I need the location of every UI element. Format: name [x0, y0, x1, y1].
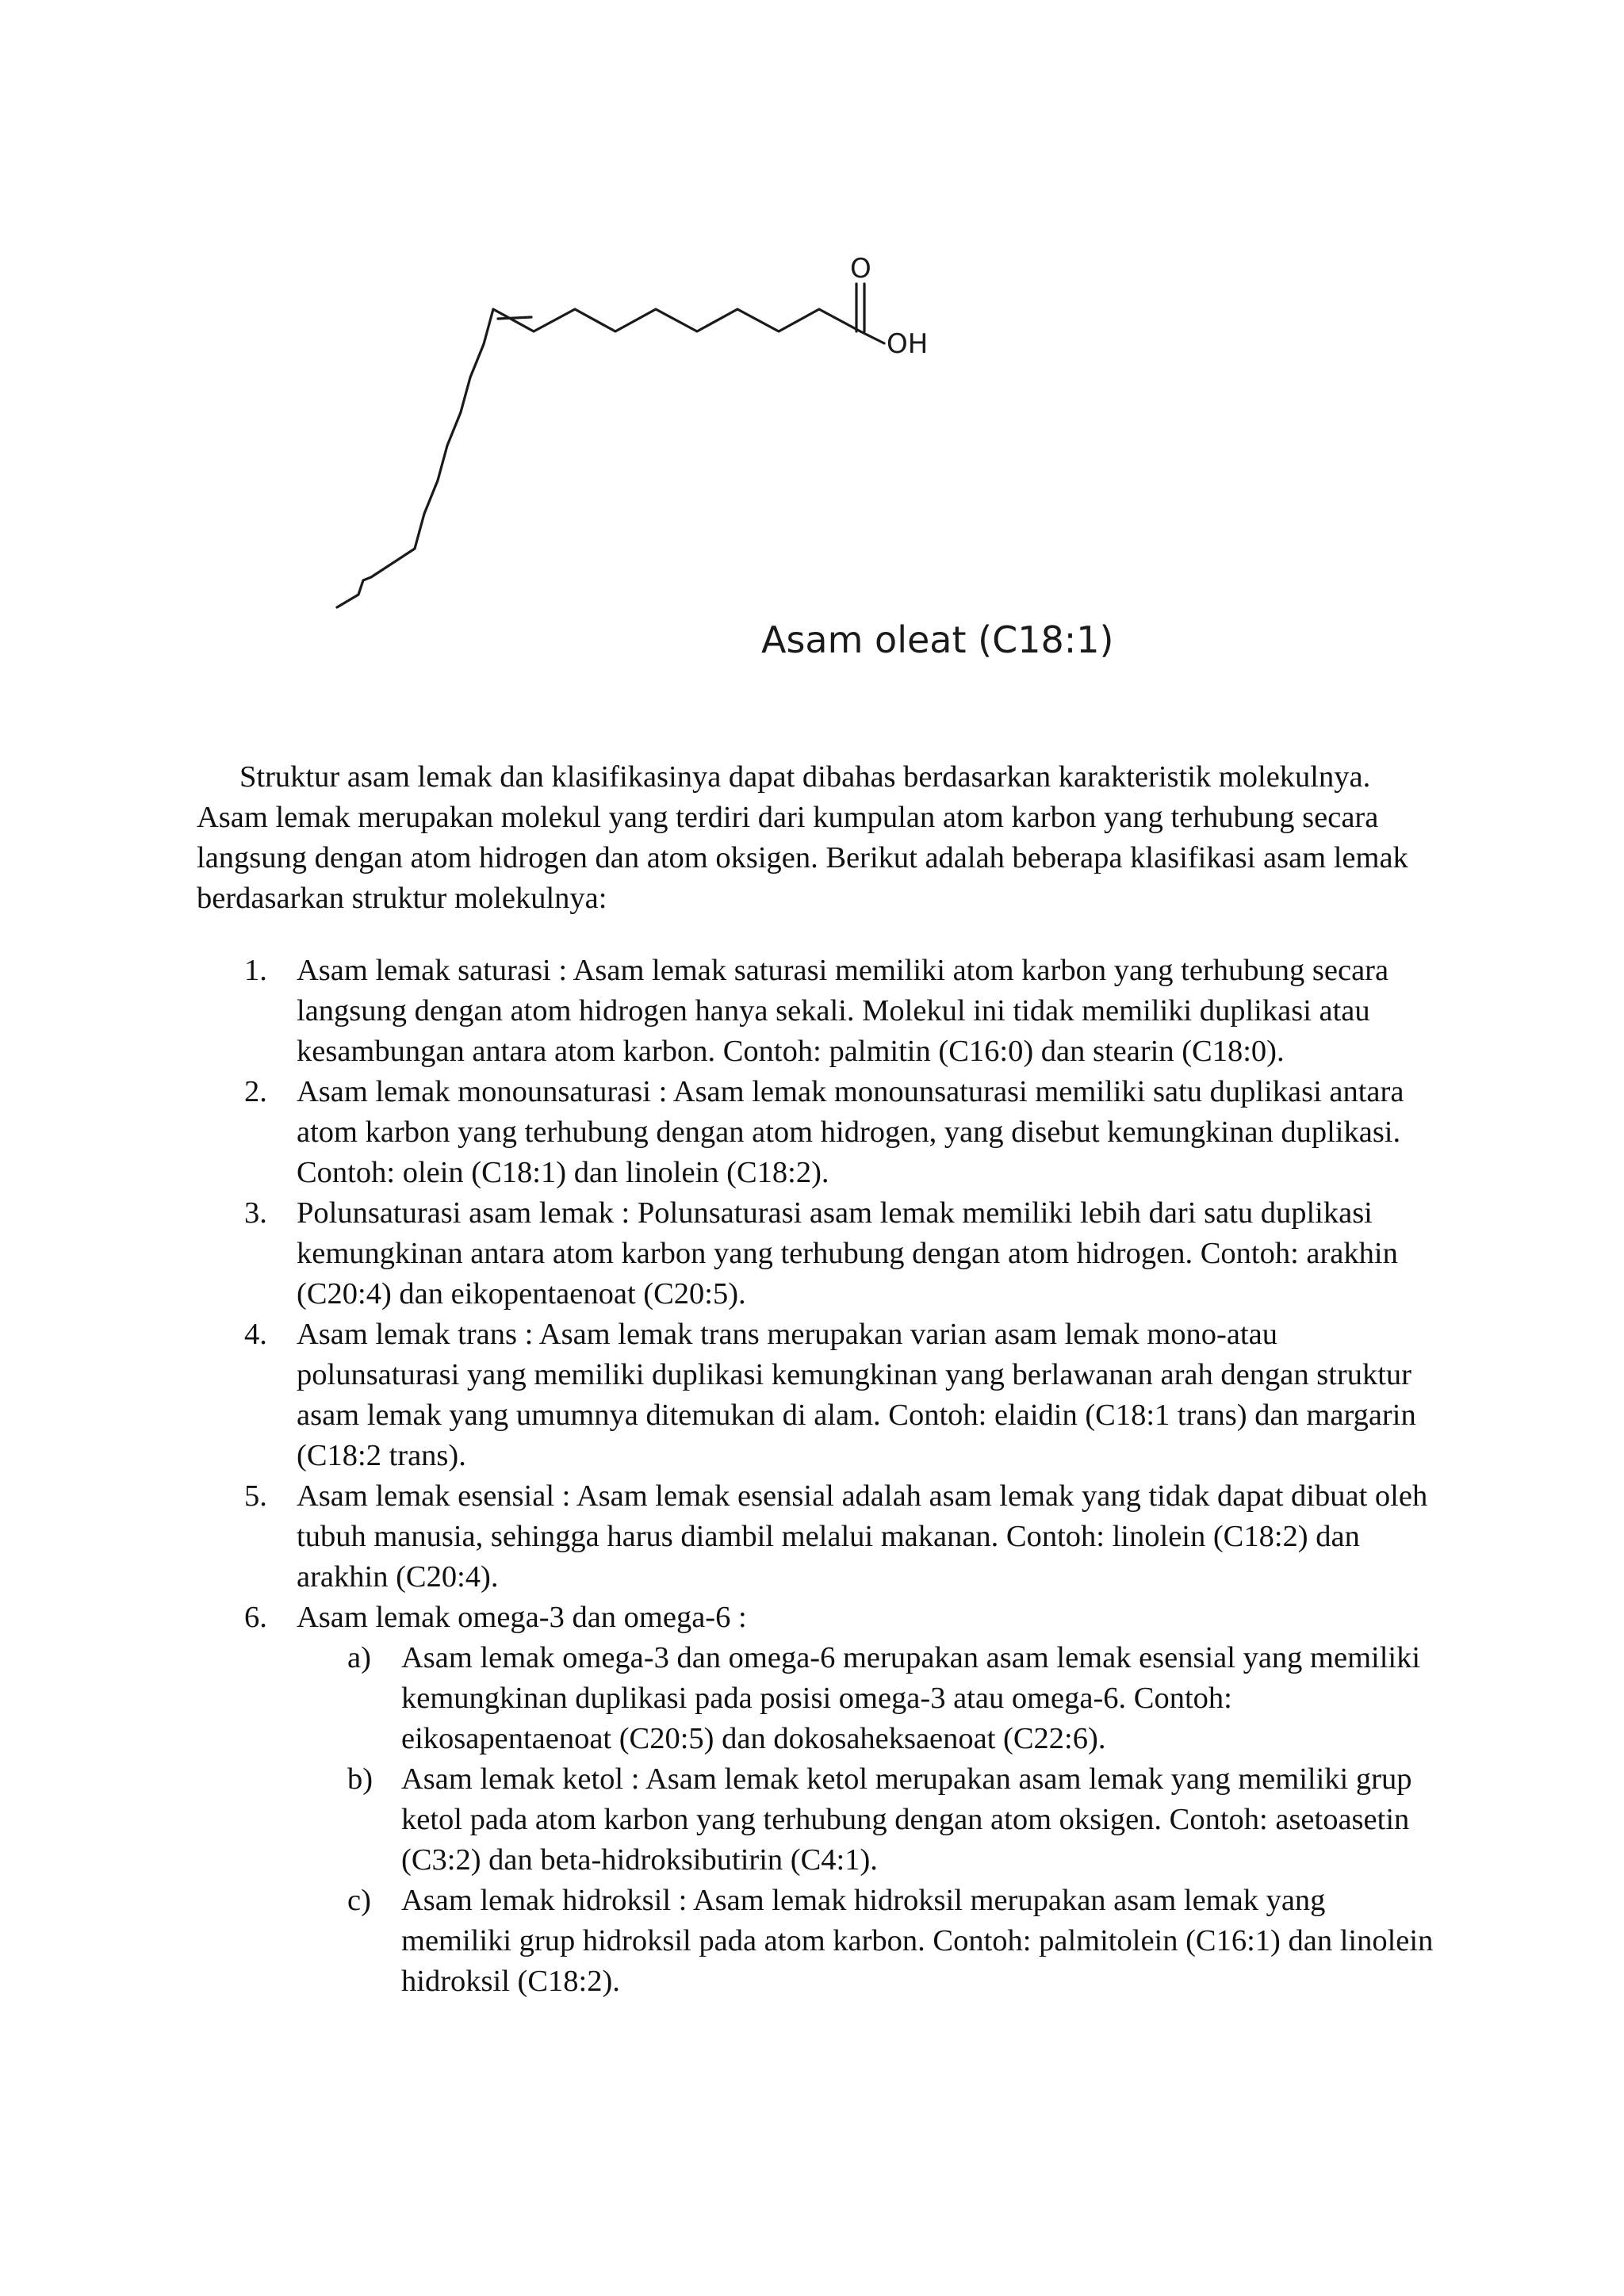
- sublist-letter: a): [347, 1641, 371, 1674]
- list-text: Asam lemak monounsaturasi : Asam lemak monounsaturasi memiliki satu duplikasi antara atom karbon yang terhubung dengan atom hidrogen, yang disebut kemungkinan duplikasi. Contoh: olein (C18:1) dan linolein (C18:2).: [297, 1075, 1404, 1189]
- list-text: Asam lemak omega-3 dan omega-6 :: [297, 1601, 747, 1634]
- carbon-chain-tail: [337, 309, 493, 607]
- figure-caption: Asam oleat (C18:1): [761, 618, 1114, 661]
- list-text: Asam lemak trans : Asam lemak trans merupakan varian asam lemak mono-atau polunsaturasi yang memiliki duplikasi kemungkinan yang berlawanan arah dengan struktur asam lemak yang umumnya ditemukan di alam. Contoh: elaidin (C18:1 trans) dan margarin (C18:2 trans).: [297, 1318, 1416, 1472]
- list-number: 3.: [244, 1196, 267, 1230]
- sublist-text: Asam lemak hidroksil : Asam lemak hidroksil merupakan asam lemak yang memiliki grup hidroksil pada atom karbon. Contoh: palmitolein (C16:1) dan linolein hidroksil (C18:2).: [401, 1884, 1434, 1998]
- list-number: 1.: [244, 954, 267, 987]
- sublist-item: [197, 1638, 1434, 1759]
- list-item: [197, 1476, 1434, 1598]
- sublist-text: Asam lemak omega-3 dan omega-6 merupakan asam lemak esensial yang memiliki kemungkinan duplikasi pada posisi omega-3 atau omega-6. Contoh: eikosapentaenoat (C20:5) dan dokosaheksaenoat (C22:6).: [401, 1641, 1421, 1755]
- list-number: 4.: [244, 1318, 267, 1351]
- hydroxyl-label: OH: [887, 328, 929, 360]
- list-item: [197, 951, 1434, 1072]
- hydroxyl-bond: [860, 331, 884, 343]
- list-item: [197, 1072, 1434, 1193]
- list-item: [197, 1314, 1434, 1476]
- list-item: [197, 1193, 1434, 1314]
- sublist-text: Asam lemak ketol : Asam lemak ketol merupakan asam lemak yang memiliki grup ketol pada atom karbon yang terhubung dengan atom oksigen. Contoh: asetoasetin (C3:2) dan beta-hidroksibutirin (C4:1).: [401, 1762, 1412, 1877]
- list-text: Polunsaturasi asam lemak : Polunsaturasi asam lemak memiliki lebih dari satu duplikasi kemungkinan antara atom karbon yang terhubung dengan atom hidrogen. Contoh: arakhin (C20:4) dan eikopentaenoat (C20:5).: [297, 1196, 1398, 1311]
- double-bond-line: [498, 317, 531, 319]
- intro-paragraph: Struktur asam lemak dan klasifikasinya dapat dibahas berdasarkan karakteristik molekulnya. Asam lemak merupakan molekul yang terdiri dari kumpulan atom karbon yang terhubung secara langsung dengan atom hidrogen dan atom oksigen. Berikut adalah beberapa klasifikasi asam lemak berdasarkan struktur molekulnya:: [197, 760, 1408, 915]
- list-text: Asam lemak esensial : Asam lemak esensial adalah asam lemak yang tidak dapat dibuat oleh tubuh manusia, sehingga harus diambil melalui makanan. Contoh: linolein (C18:2) dan arakhin (C20:4).: [297, 1479, 1428, 1594]
- oxygen-label: O: [850, 253, 871, 285]
- list-item: [197, 1598, 1434, 1638]
- classification-list: [197, 951, 1434, 2002]
- sublist-item: [197, 1759, 1434, 1881]
- carbon-chain-upper: [493, 309, 860, 331]
- oleic-acid-figure: [285, 182, 1114, 721]
- sublist-letter: b): [347, 1762, 373, 1796]
- sublist-letter: c): [347, 1884, 371, 1917]
- list-number: 2.: [244, 1075, 267, 1108]
- sublist-item: [197, 1881, 1434, 2002]
- list-number: 5.: [244, 1479, 267, 1513]
- list-number: 6.: [244, 1601, 267, 1634]
- oleic-acid-structure: [285, 182, 1015, 626]
- list-text: Asam lemak saturasi : Asam lemak saturasi memiliki atom karbon yang terhubung secara langsung dengan atom hidrogen hanya sekali. Molekul ini tidak memiliki duplikasi atau kesambungan antara atom karbon. Contoh: palmitin (C16:0) dan stearin (C18:0).: [297, 954, 1389, 1068]
